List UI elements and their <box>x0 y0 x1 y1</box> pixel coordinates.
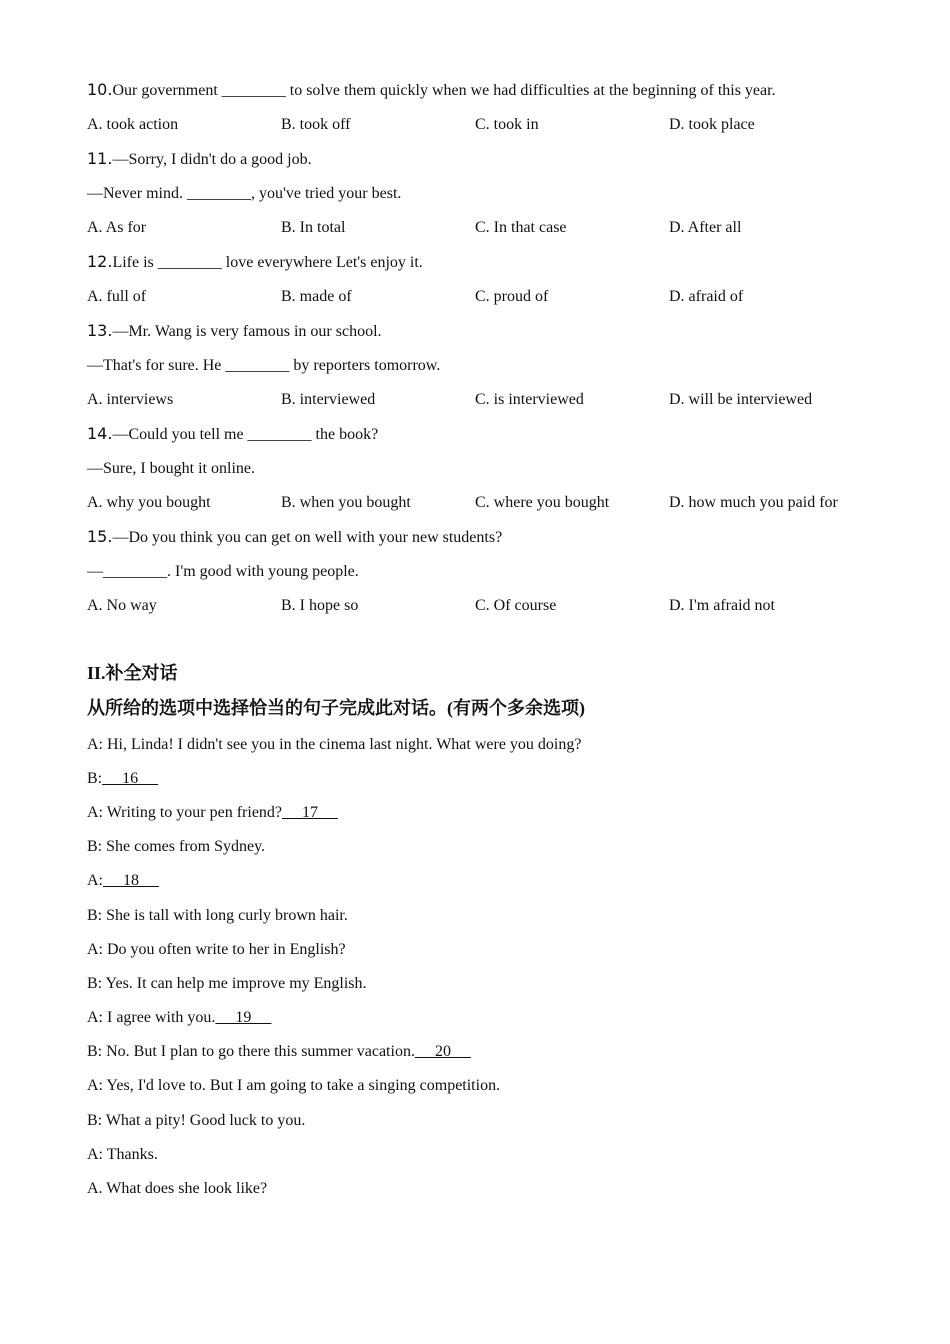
question-14-options <box>87 493 887 513</box>
option-a: A. full of <box>87 288 147 305</box>
option-a: A. took action <box>87 116 179 133</box>
dialogue-line: A: Writing to your pen friend? 17 <box>87 804 339 821</box>
question-14-stem: 14.—Could you tell me ________ the book? <box>87 424 379 443</box>
question-15-stem: 15.—Do you think you can get on well with your new students? <box>87 527 503 546</box>
question-text: —Could you tell me ________ the book? <box>112 426 379 443</box>
answer-blank-18[interactable]: 18 <box>103 872 159 889</box>
answer-blank-16[interactable]: 16 <box>102 770 159 787</box>
dialogue-line: B: She is tall with long curly brown hair. <box>87 907 348 924</box>
option-c: C. where you bought <box>475 494 610 511</box>
question-11-reply: —Never mind. ________, you've tried your best. <box>87 185 402 202</box>
option-c: C. took in <box>475 116 539 133</box>
dialogue-line: A: Yes, I'd love to. But I am going to take a singing competition. <box>87 1077 501 1094</box>
option-d: D. how much you paid for <box>669 494 838 511</box>
option-a: A. interviews <box>87 391 174 408</box>
option-d: D. I'm afraid not <box>669 597 775 614</box>
question-text: —Mr. Wang is very famous in our school. <box>112 323 382 340</box>
option-a: A. No way <box>87 597 157 614</box>
question-11-options <box>87 218 887 238</box>
answer-blank-17[interactable]: 17 <box>282 804 339 821</box>
dialogue-line: A: Thanks. <box>87 1146 158 1163</box>
option-c: C. In that case <box>475 219 567 236</box>
question-15-reply: —________. I'm good with young people. <box>87 563 359 580</box>
question-12-stem: 12.Life is ________ love everywhere Let's enjoy it. <box>87 252 423 271</box>
dialogue-line: B: Yes. It can help me improve my English. <box>87 975 367 992</box>
question-15-options <box>87 596 887 616</box>
dialogue-line: A: Do you often write to her in English? <box>87 941 346 958</box>
answer-blank-19[interactable]: 19 <box>215 1009 272 1026</box>
option-b: B. In total <box>281 219 346 236</box>
option-c: C. Of course <box>475 597 557 614</box>
section-instruction: 从所给的选项中选择恰当的句子完成此对话。(有两个多余选项) <box>87 698 585 718</box>
dialogue-line: B: She comes from Sydney. <box>87 838 266 855</box>
question-10-stem: 10.Our government ________ to solve them quickly when we had difficulties at the beginning of this year. <box>87 80 776 99</box>
dialogue-line: A: 18 <box>87 872 159 889</box>
option-b: B. took off <box>281 116 351 133</box>
option-b: B. I hope so <box>281 597 359 614</box>
question-14-reply: —Sure, I bought it online. <box>87 460 255 477</box>
option-b: B. interviewed <box>281 391 376 408</box>
dialogue-line: A: Hi, Linda! I didn't see you in the cinema last night. What were you doing? <box>87 736 582 753</box>
question-number: 10 <box>87 80 108 99</box>
option-d: D. took place <box>669 116 755 133</box>
question-12-options <box>87 287 887 307</box>
option-b: B. made of <box>281 288 352 305</box>
option-d: D. will be interviewed <box>669 391 813 408</box>
option-c: C. is interviewed <box>475 391 584 408</box>
question-number: 11 <box>87 149 108 168</box>
section-title: II.补全对话 <box>87 663 178 683</box>
dialogue-line: A: I agree with you. 19 <box>87 1009 272 1026</box>
question-11-stem: 11.—Sorry, I didn't do a good job. <box>87 149 312 168</box>
question-number: 15 <box>87 527 108 546</box>
question-text: —Do you think you can get on well with your new students? <box>112 529 503 546</box>
question-13-stem: 13.—Mr. Wang is very famous in our school. <box>87 321 382 340</box>
answer-option-a: A. What does she look like? <box>87 1180 268 1197</box>
option-d: D. After all <box>669 219 742 236</box>
question-13-reply: —That's for sure. He ________ by reporters tomorrow. <box>87 357 441 374</box>
option-a: A. why you bought <box>87 494 211 511</box>
option-c: C. proud of <box>475 288 549 305</box>
option-d: D. afraid of <box>669 288 744 305</box>
dialogue-line: B: What a pity! Good luck to you. <box>87 1112 306 1129</box>
question-13-options <box>87 390 887 410</box>
question-number: 14 <box>87 424 108 443</box>
option-b: B. when you bought <box>281 494 411 511</box>
question-text: Our government ________ to solve them quickly when we had difficulties at the beginning of this year. <box>112 82 776 99</box>
dialogue-line: B: No. But I plan to go there this summer vacation. 20 <box>87 1043 471 1060</box>
question-text: —Sorry, I didn't do a good job. <box>112 151 312 168</box>
question-number: 13 <box>87 321 108 340</box>
question-number: 12 <box>87 252 108 271</box>
question-10-options <box>87 115 887 135</box>
question-text: Life is ________ love everywhere Let's enjoy it. <box>112 254 423 271</box>
option-a: A. As for <box>87 219 147 236</box>
dialogue-line: B: 16 <box>87 770 159 787</box>
answer-blank-20[interactable]: 20 <box>414 1043 471 1060</box>
